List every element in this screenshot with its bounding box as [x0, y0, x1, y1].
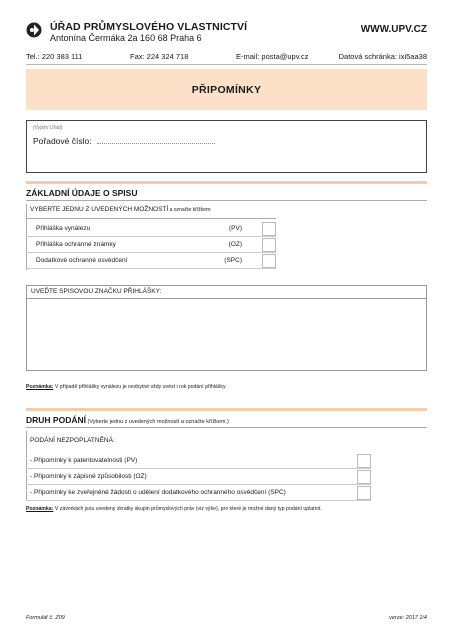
checkbox-registrability[interactable]	[357, 470, 371, 484]
choice-heading-line	[26, 218, 276, 219]
option-row	[26, 237, 276, 253]
phone-number: Tel.: 220 383 111	[26, 52, 83, 61]
office-address: Antonína Čermáka 2a 160 68 Praha 6	[50, 33, 202, 43]
free-submissions-label: PODÁNÍ NEZPOPLATNĚNÁ:	[30, 437, 115, 444]
option-row	[26, 485, 371, 501]
form-number: Formulář č. Z09	[26, 615, 65, 621]
note-section2: Poznámka: V závorkách jsou uvedeny zkratky skupin průmyslových práv (viz výše), pro které je možné daný typ podání uplatnit.	[26, 506, 322, 512]
option-abbr: (PV)	[229, 225, 242, 232]
note-section1: Poznámka: V případě přihlášky vynálezu je nezbytné vždy uvést i rok podání přihlášky.	[26, 384, 227, 390]
option-label: - Připomínky k patentovatelnosti (PV)	[30, 457, 138, 464]
section-title-submission-type: DRUH PODÁNÍ (Vyberte jednu z uvedených možností a označte křížkem.)	[26, 415, 229, 425]
file-mark-label: UVEĎTE SPISOVOU ZNAČKU PŘIHLÁŠKY:	[26, 285, 427, 298]
header-divider	[26, 64, 427, 65]
order-number-label: Pořadové číslo:	[33, 136, 92, 146]
office-use-hint: (Vyplní Úřad)	[33, 125, 63, 131]
section-underline	[26, 200, 427, 201]
section-title-basic-data: ZÁKLADNÍ ÚDAJE O SPISU	[26, 188, 138, 198]
upv-logo-icon	[26, 22, 42, 38]
version-page: verze: 2017 1/4	[389, 615, 427, 621]
option-abbr: (OZ)	[228, 241, 242, 248]
option-label: Dodatkové ochranné osvědčení	[36, 257, 128, 264]
fax-number: Fax: 224 324 718	[130, 52, 189, 61]
contact-bar	[26, 52, 427, 63]
checkbox-spc[interactable]	[262, 254, 276, 268]
choice-heading: VYBERTE JEDNU Z UVEDENÝCH MOŽNOSTÍ a označte křížkem:	[30, 206, 212, 213]
file-mark-input[interactable]	[26, 298, 427, 371]
section-underline	[26, 427, 427, 428]
option-label: Přihláška ochranné známky	[36, 241, 116, 248]
option-row	[26, 453, 371, 469]
checkbox-spc-request[interactable]	[357, 486, 371, 500]
checkbox-oz[interactable]	[262, 238, 276, 252]
application-type-choice	[26, 206, 276, 272]
email-link[interactable]: E-mail: posta@upv.cz	[236, 52, 309, 61]
option-label: Přihláška vynálezu	[36, 225, 91, 232]
option-label: - Připomínky k zápisné způsobilosti (OZ)	[30, 473, 147, 480]
checkbox-patentability[interactable]	[357, 454, 371, 468]
website-link[interactable]: WWW.UPV.CZ	[360, 24, 427, 35]
option-label: - Připomínky ke zveřejněné žádosti o udělení dodatkového ochranného osvědčení (SPC)	[30, 489, 286, 496]
office-use-box	[26, 120, 427, 173]
checkbox-pv[interactable]	[262, 222, 276, 236]
office-name: ÚŘAD PRŮMYSLOVÉHO VLASTNICTVÍ	[50, 21, 248, 33]
order-number-field	[97, 143, 215, 144]
option-row	[26, 221, 276, 237]
option-row	[26, 469, 371, 485]
databox-id: Datová schránka: ixi5aa38	[338, 52, 427, 61]
option-abbr: (SPC)	[224, 257, 242, 264]
option-row	[26, 253, 276, 269]
page-title: PŘIPOMÍNKY	[191, 83, 262, 96]
title-band	[26, 69, 427, 110]
section-divider	[26, 181, 427, 184]
section-divider	[26, 408, 427, 411]
